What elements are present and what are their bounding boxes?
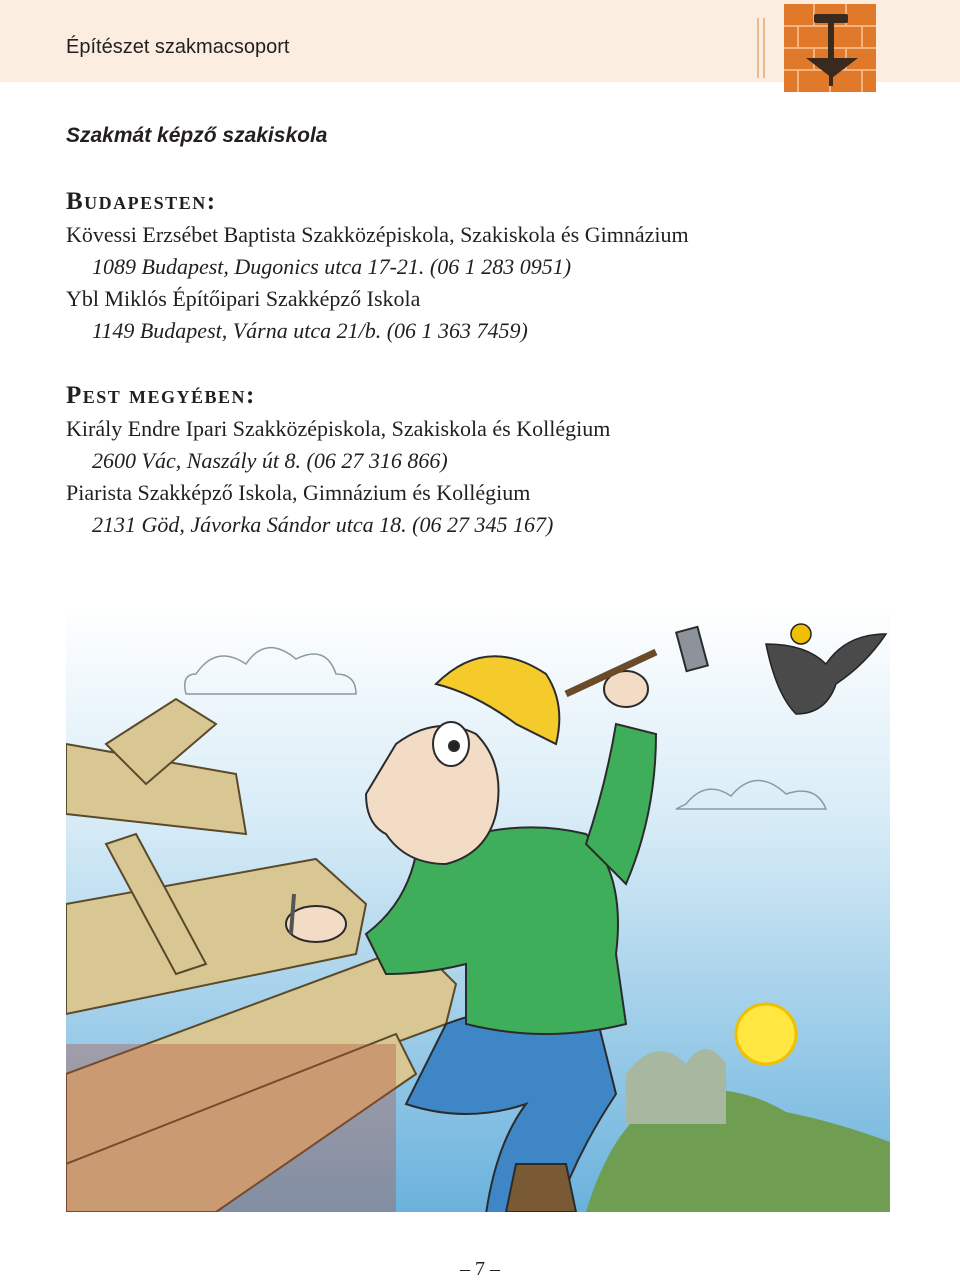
school-name: Kövessi Erzsébet Baptista Szakközépiskola, Szakiskola és Gimnázium <box>66 222 689 247</box>
school-name: Király Endre Ipari Szakközépiskola, Szakiskola és Kollégium <box>66 416 611 441</box>
page-number: – 7 – <box>460 1258 500 1280</box>
hammer-trowel-brick-icon <box>784 4 876 92</box>
school-address: 2131 Göd, Jávorka Sándor utca 18. (06 27 345 167) <box>92 512 554 537</box>
school-address: 2600 Vác, Naszály út 8. (06 27 316 866) <box>92 448 448 473</box>
section-heading-budapest: Budapesten: <box>66 188 217 215</box>
school-address: 1149 Budapest, Várna utca 21/b. (06 1 363 7459) <box>92 318 528 343</box>
header-bar <box>0 0 960 82</box>
header-title: Építészet szakmacsoport <box>66 36 290 58</box>
carpenter-on-roof-illustration <box>66 604 890 1212</box>
page-subtitle: Szakmát képző szakiskola <box>66 124 328 147</box>
school-address: 1089 Budapest, Dugonics utca 17-21. (06 1 283 0951) <box>92 254 572 279</box>
section-heading-pest: Pest megyében: <box>66 382 256 409</box>
school-name: Piarista Szakképző Iskola, Gimnázium és Kollégium <box>66 480 531 505</box>
header-divider-lines <box>756 18 772 78</box>
school-name: Ybl Miklós Építőipari Szakképző Iskola <box>66 286 421 311</box>
